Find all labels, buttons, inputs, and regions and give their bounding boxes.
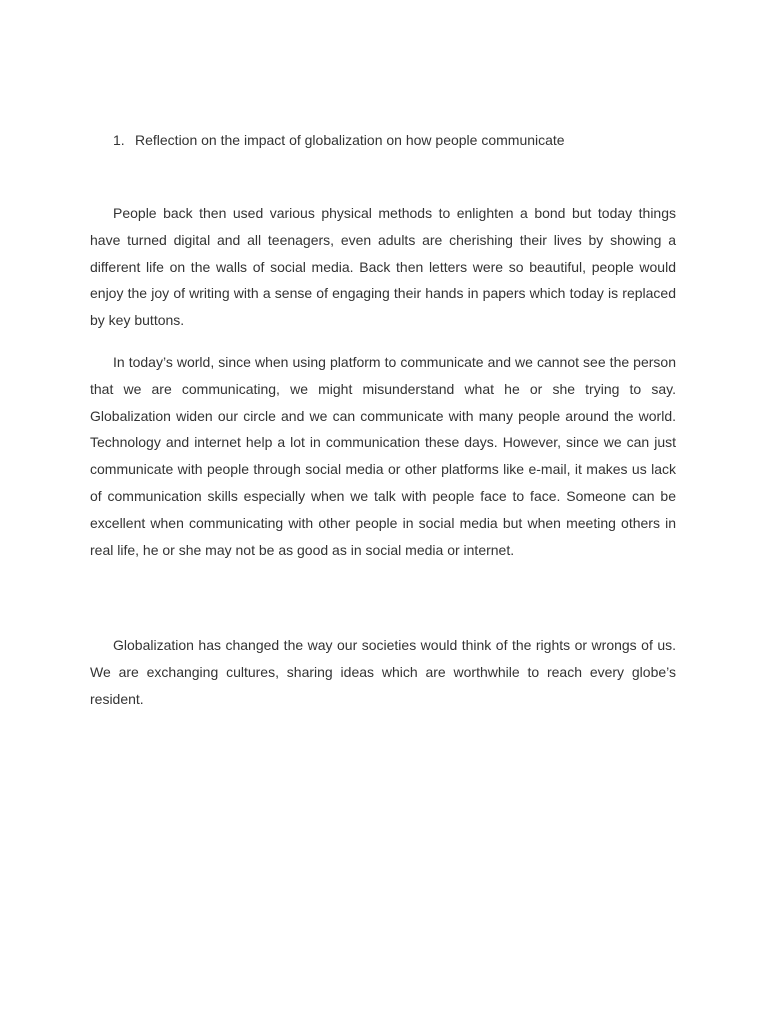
heading-number: 1.	[113, 132, 125, 148]
paragraph-1: People back then used various physical methods to enlighten a bond but today things have turned digital and all teenagers, even adults are cherishing their lives by showing a different life on the walls of social media. Back then letters were so beautiful, people would enjoy the joy of writing with a sense of engaging their hands in papers which today is replaced by key buttons.	[90, 205, 676, 329]
paragraph-3: Globalization has changed the way our societies would think of the rights or wrongs of us. We are exchanging cultures, sharing ideas which are worthwhile to reach every globe’s resident.	[90, 637, 676, 707]
section-heading	[113, 130, 565, 150]
heading-text: Reflection on the impact of globalization on how people communicate	[135, 132, 565, 148]
paragraph-2: In today’s world, since when using platform to communicate and we cannot see the person that we are communicating, we might misunderstand what he or she trying to say. Globalization widen our circle and we can communicate with many people around the world. Technology and internet help a lot in communication these days. However, since we can just communicate with people through social media or other platforms like e-mail, it makes us lack of communication skills especially when we talk with people face to face. Someone can be excellent when communicating with other people in social media but when meeting others in real life, he or she may not be as good as in social media or internet.	[90, 354, 676, 558]
